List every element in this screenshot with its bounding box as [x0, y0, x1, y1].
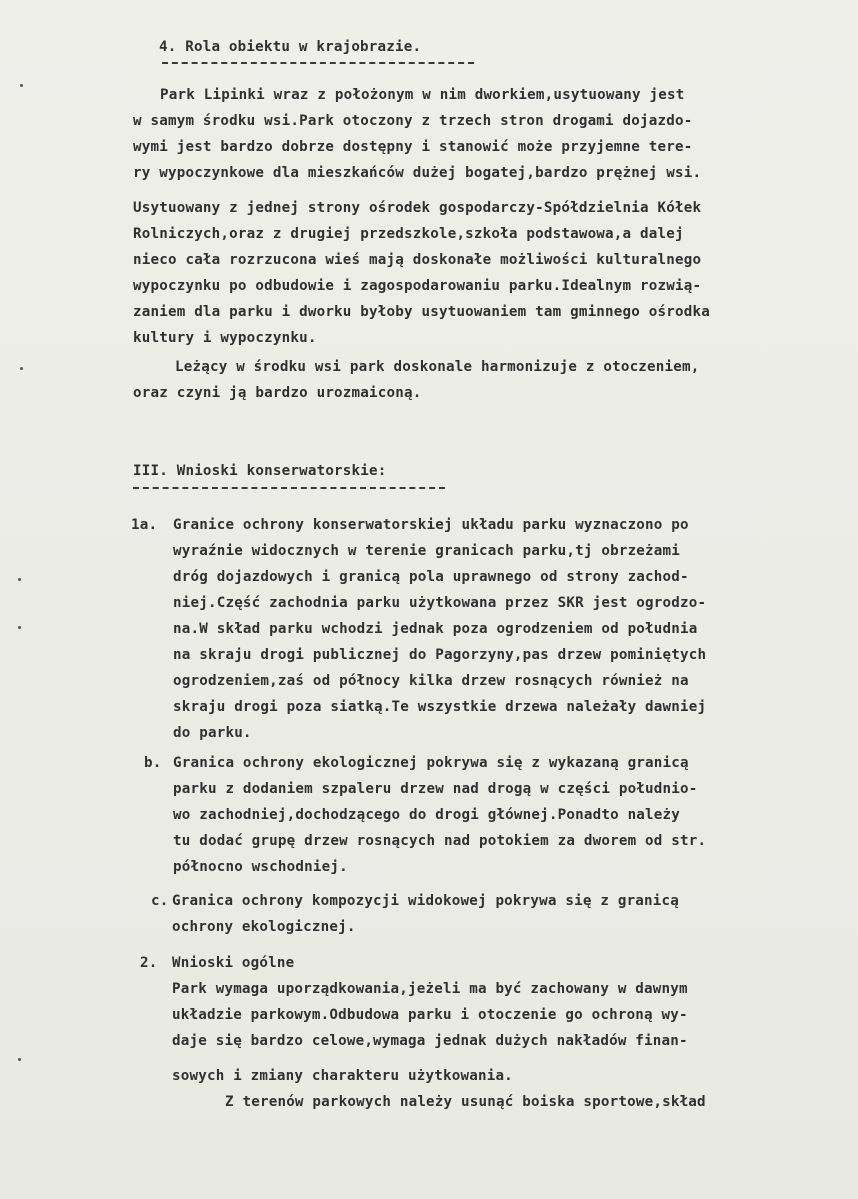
text-line: ochrony ekologicznej. — [172, 919, 356, 935]
text-line: na.W skład parku wchodzi jednak poza ogrodzeniem od południa — [173, 621, 698, 637]
section-heading: III. Wnioski konserwatorskie: — [133, 463, 387, 479]
margin-speck — [18, 626, 21, 629]
list-marker: 1a. — [131, 517, 158, 533]
margin-speck — [20, 367, 23, 370]
text-line: w samym środku wsi.Park otoczony z trzech stron drogami dojazdo- — [133, 113, 693, 129]
text-line: tu dodać grupę drzew rosnących nad potokiem za dworem od str. — [173, 833, 707, 849]
text-line: północno wschodniej. — [173, 859, 348, 875]
text-line: daje się bardzo celowe,wymaga jednak dużych nakładów finan- — [172, 1033, 688, 1049]
text-line: Granica ochrony ekologicznej pokrywa się z wykazaną granicą — [173, 755, 689, 771]
text-line: Z terenów parkowych należy usunąć boiska sportowe,skład — [225, 1094, 706, 1110]
text-line: zaniem dla parku i dworku byłoby usytuowaniem tam gminnego ośrodka — [133, 304, 710, 320]
text-line: Granice ochrony konserwatorskiej układu parku wyznaczono po — [173, 517, 689, 533]
text-line: wypoczynku po odbudowie i zagospodarowaniu parku.Idealnym rozwią- — [133, 278, 702, 294]
text-line: wymi jest bardzo dobrze dostępny i stanowić może przyjemne tere- — [133, 139, 693, 155]
text-line: ry wypoczynkowe dla mieszkańców dużej bogatej,bardzo prężnej wsi. — [133, 165, 702, 181]
text-line: Usytuowany z jednej strony ośrodek gospodarczy-Spółdzielnia Kółek — [133, 200, 702, 216]
text-line: skraju drogi poza siatką.Te wszystkie drzewa należały dawniej — [173, 699, 707, 715]
text-line: parku z dodaniem szpaleru drzew nad drogą w części południo- — [173, 781, 698, 797]
text-line: Park wymaga uporządkowania,jeżeli ma być zachowany w dawnym — [172, 981, 688, 997]
margin-speck — [18, 578, 21, 581]
margin-speck — [20, 84, 23, 87]
text-line: Granica ochrony kompozycji widokowej pokrywa się z granicą — [172, 893, 680, 909]
text-line: nieco cała rozrzucona wieś mają doskonałe możliwości kulturalnego — [133, 252, 702, 268]
margin-speck — [18, 1058, 21, 1061]
text-line: sowych i zmiany charakteru użytkowania. — [172, 1068, 513, 1084]
text-line: dróg dojazdowych i granicą pola uprawnego od strony zachod- — [173, 569, 689, 585]
heading-underline — [133, 487, 445, 492]
text-line: Leżący w środku wsi park doskonale harmonizuje z otoczeniem, — [175, 359, 700, 375]
list-marker: 2. — [140, 955, 158, 971]
text-line: do parku. — [173, 725, 252, 741]
section-heading: 4. Rola obiektu w krajobrazie. — [159, 39, 422, 55]
list-marker: c. — [151, 893, 169, 909]
heading-underline — [162, 62, 474, 67]
subsection-title: Wnioski ogólne — [172, 955, 295, 971]
text-line: Park Lipinki wraz z położonym w nim dworkiem,usytuowany jest — [160, 87, 685, 103]
text-line: oraz czyni ją bardzo urozmaiconą. — [133, 385, 422, 401]
text-line: ogrodzeniem,zaś od północy kilka drzew rosnących również na — [173, 673, 689, 689]
text-line: układzie parkowym.Odbudowa parku i otoczenie go ochroną wy- — [172, 1007, 688, 1023]
text-line: Rolniczych,oraz z drugiej przedszkole,szkoła podstawowa,a dalej — [133, 226, 684, 242]
text-line: na skraju drogi publicznej do Pagorzyny,pas drzew pominiętych — [173, 647, 707, 663]
text-line: wyraźnie widocznych w terenie granicach parku,tj obrzeżami — [173, 543, 681, 559]
text-line: niej.Część zachodnia parku użytkowana przez SKR jest ogrodzo- — [173, 595, 707, 611]
text-line: kultury i wypoczynku. — [133, 330, 317, 346]
text-line: wo zachodniej,dochodzącego do drogi głównej.Ponadto należy — [173, 807, 681, 823]
list-marker: b. — [144, 755, 162, 771]
